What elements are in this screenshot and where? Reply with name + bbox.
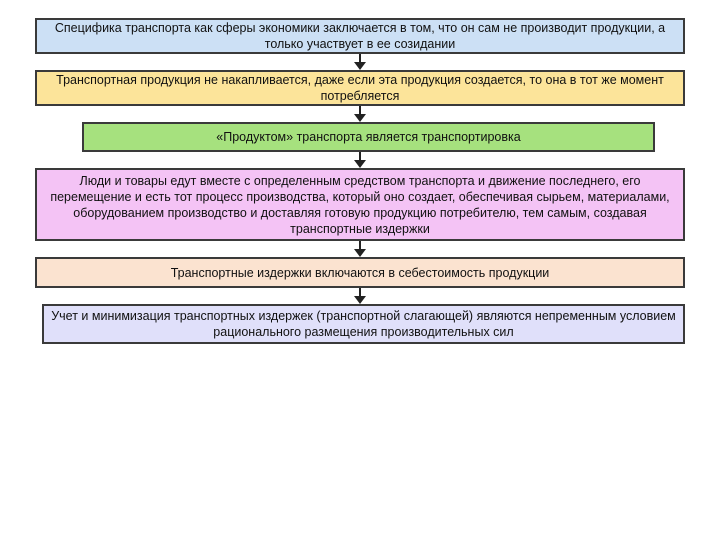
step-5-box <box>35 257 685 288</box>
step-3-box <box>82 122 655 152</box>
step-2-box <box>35 70 685 106</box>
step-1-text: Специфика транспорта как сферы экономики заключается в том, что он сам не производит продукции, а только участвует в ее созидании <box>54 21 666 51</box>
step-5-text: Транспортные издержки включаются в себестоимость продукции <box>170 265 550 280</box>
arrow-5-6 <box>354 288 366 304</box>
arrow-3-4 <box>354 152 366 168</box>
step-1-box <box>35 18 685 54</box>
arrow-2-3 <box>354 106 366 122</box>
step-6-text: Учет и минимизация транспортных издержек (транспортной слагающей) являются непременным условием рационального размещения производительных сил <box>51 309 676 339</box>
step-3-text: «Продуктом» транспорта является транспортировка <box>216 130 521 144</box>
arrow-4-5 <box>354 241 366 257</box>
step-6-box <box>42 304 685 344</box>
step-2-text: Транспортная продукция не накапливается, даже если эта продукция создается, то она в тот же момент потребляется <box>56 73 664 103</box>
arrow-1-2 <box>354 54 366 70</box>
step-4-text: Люди и товары едут вместе с определенным средством транспорта и движение последнего, его перемещение и есть тот процесс производства, который оно создает, обеспечивая сырьем, материалами, оборудованием производство и доставляя готовую продукцию потребителю, тем самым, создавая транспортные издержки <box>50 173 670 236</box>
step-4-box <box>35 168 685 241</box>
